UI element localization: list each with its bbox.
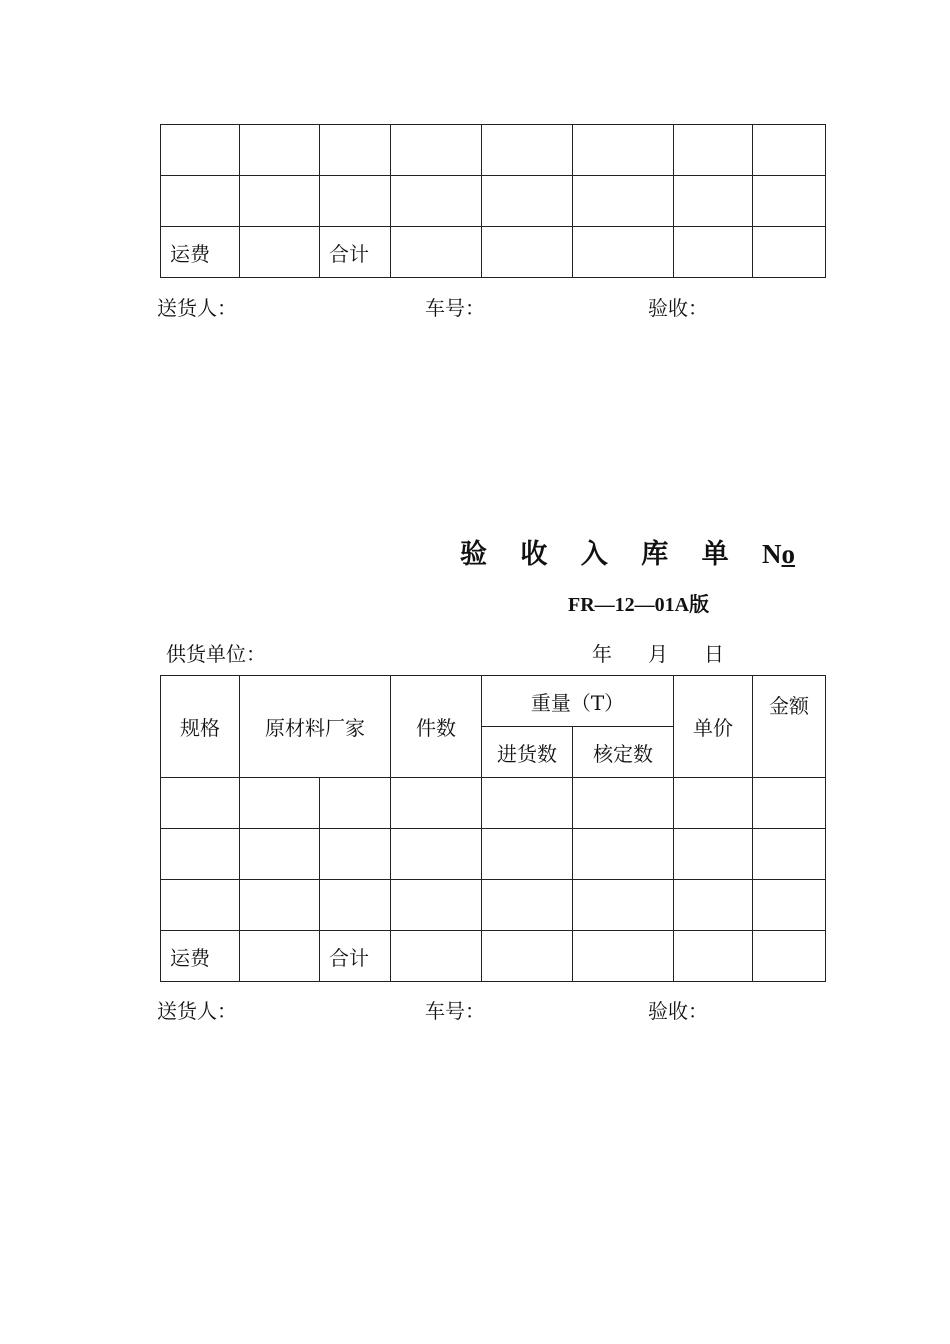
date-day-label: 日 bbox=[704, 642, 724, 666]
table-cell[interactable] bbox=[482, 778, 573, 829]
table-cell[interactable] bbox=[753, 880, 826, 931]
table-cell[interactable] bbox=[482, 931, 573, 982]
form-title-text: 验 收 入 库 单 bbox=[460, 539, 741, 570]
table-cell[interactable] bbox=[320, 176, 391, 227]
table-cell[interactable] bbox=[320, 880, 391, 931]
table-cell[interactable] bbox=[320, 829, 391, 880]
table-row bbox=[161, 125, 826, 176]
table-cell[interactable] bbox=[482, 227, 573, 278]
table-cell[interactable] bbox=[753, 778, 826, 829]
table-cell[interactable] bbox=[240, 880, 320, 931]
table-cell[interactable] bbox=[391, 778, 482, 829]
header-row bbox=[161, 676, 826, 727]
acceptance-label: 验收： bbox=[648, 999, 708, 1023]
table-cell[interactable] bbox=[391, 227, 482, 278]
acceptance-label: 验收： bbox=[648, 296, 708, 320]
table-cell[interactable] bbox=[573, 931, 674, 982]
table-cell[interactable] bbox=[391, 829, 482, 880]
form-number-mark: No bbox=[762, 539, 796, 569]
table-row bbox=[161, 176, 826, 227]
table-cell[interactable] bbox=[240, 829, 320, 880]
table-cell[interactable] bbox=[482, 880, 573, 931]
table-cell[interactable] bbox=[482, 176, 573, 227]
freight-label: 运费 bbox=[161, 227, 240, 278]
vehicle-no-label: 车号： bbox=[425, 296, 485, 320]
form-title bbox=[460, 532, 795, 571]
incoming-qty-header: 进货数 bbox=[482, 727, 573, 778]
manufacturer-header: 原材料厂家 bbox=[240, 676, 391, 778]
table-row-totals bbox=[161, 227, 826, 278]
top-receipt-table bbox=[160, 124, 826, 278]
table-cell[interactable] bbox=[482, 829, 573, 880]
deliverer-label: 送货人： bbox=[157, 999, 237, 1023]
table-cell[interactable] bbox=[753, 176, 826, 227]
table-cell[interactable] bbox=[391, 176, 482, 227]
table-cell[interactable] bbox=[753, 125, 826, 176]
table-cell[interactable] bbox=[320, 778, 391, 829]
table-cell[interactable] bbox=[573, 829, 674, 880]
table-cell[interactable] bbox=[391, 880, 482, 931]
deliverer-label: 送货人： bbox=[157, 296, 237, 320]
table-cell[interactable] bbox=[573, 176, 674, 227]
table-cell[interactable] bbox=[240, 176, 320, 227]
spec-header: 规格 bbox=[161, 676, 240, 778]
table-cell[interactable] bbox=[320, 125, 391, 176]
table-cell[interactable] bbox=[753, 931, 826, 982]
date-year-label: 年 bbox=[592, 642, 612, 666]
supplier-label: 供货单位： bbox=[166, 642, 266, 666]
freight-label: 运费 bbox=[161, 931, 240, 982]
amount-header: 金额 bbox=[753, 676, 826, 778]
table-cell[interactable] bbox=[161, 880, 240, 931]
unit-price-header: 单价 bbox=[674, 676, 753, 778]
table-cell[interactable] bbox=[674, 778, 753, 829]
table-cell[interactable] bbox=[240, 125, 320, 176]
table-row bbox=[161, 778, 826, 829]
table-cell[interactable] bbox=[753, 829, 826, 880]
table-cell[interactable] bbox=[391, 125, 482, 176]
table-cell[interactable] bbox=[573, 227, 674, 278]
table-cell[interactable] bbox=[240, 778, 320, 829]
table-cell[interactable] bbox=[674, 125, 753, 176]
table-cell[interactable] bbox=[161, 778, 240, 829]
weight-header: 重量（T） bbox=[482, 676, 674, 727]
table-cell[interactable] bbox=[674, 931, 753, 982]
verified-qty-header: 核定数 bbox=[573, 727, 674, 778]
total-label: 合计 bbox=[320, 227, 391, 278]
vehicle-no-label: 车号： bbox=[425, 999, 485, 1023]
table-cell[interactable] bbox=[674, 227, 753, 278]
table-cell[interactable] bbox=[573, 778, 674, 829]
form-code: FR—12—01A版 bbox=[568, 594, 710, 616]
table-cell[interactable] bbox=[573, 125, 674, 176]
table-cell[interactable] bbox=[161, 829, 240, 880]
receipt-table bbox=[160, 675, 826, 982]
date-month-label: 月 bbox=[648, 642, 668, 666]
table-cell[interactable] bbox=[674, 176, 753, 227]
table-cell[interactable] bbox=[573, 880, 674, 931]
table-cell[interactable] bbox=[753, 227, 826, 278]
freight-value-cell[interactable] bbox=[240, 227, 320, 278]
freight-value-cell[interactable] bbox=[240, 931, 320, 982]
pieces-header: 件数 bbox=[391, 676, 482, 778]
table-cell[interactable] bbox=[674, 829, 753, 880]
table-row-totals bbox=[161, 931, 826, 982]
table-cell[interactable] bbox=[161, 125, 240, 176]
total-label: 合计 bbox=[320, 931, 391, 982]
table-cell[interactable] bbox=[391, 931, 482, 982]
table-cell[interactable] bbox=[674, 880, 753, 931]
table-cell[interactable] bbox=[161, 176, 240, 227]
table-cell[interactable] bbox=[482, 125, 573, 176]
table-row bbox=[161, 880, 826, 931]
table-row bbox=[161, 829, 826, 880]
